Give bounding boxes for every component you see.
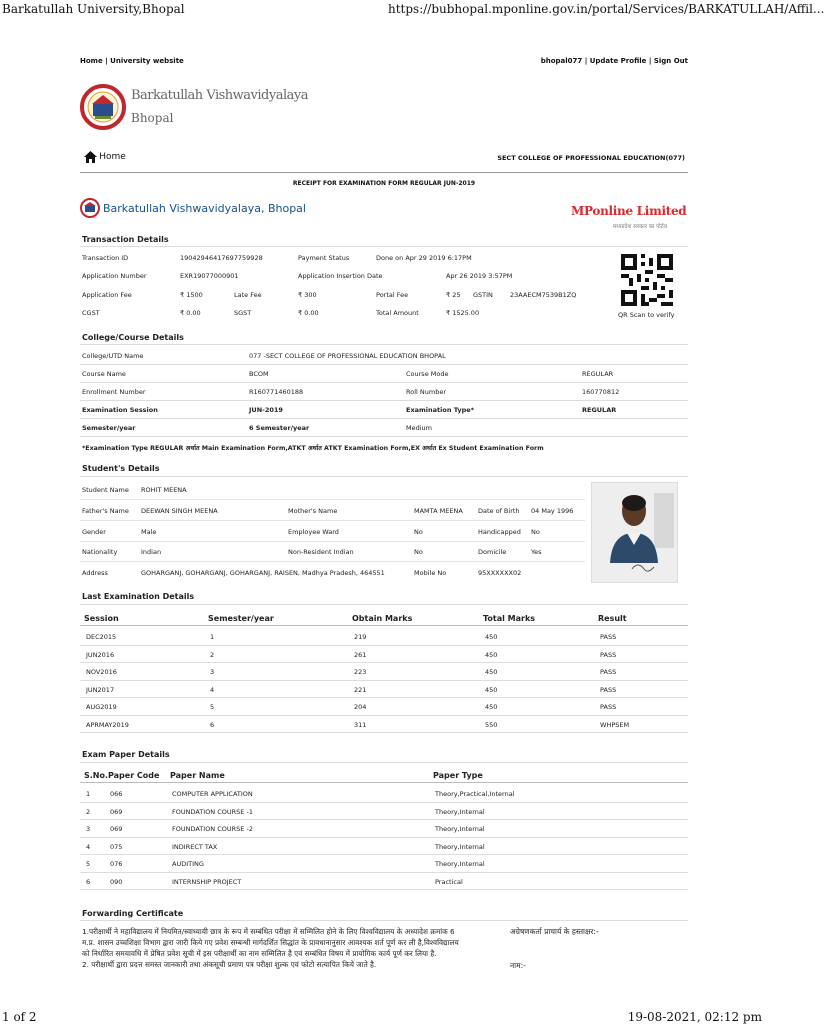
table-cell: 204 <box>354 703 367 711</box>
table-cell: 3 <box>210 668 215 676</box>
qr-code[interactable] <box>621 254 673 306</box>
handicapped: No <box>531 528 540 536</box>
course-mode: REGULAR <box>582 370 614 378</box>
label: Late Fee <box>234 291 262 299</box>
label: Student Name <box>82 486 129 494</box>
label: Enrollment Number <box>82 388 146 396</box>
label: Nationality <box>82 548 118 556</box>
table-row <box>80 697 688 698</box>
column-header: Total Marks <box>483 614 536 623</box>
transaction-heading: Transaction Details <box>82 235 169 244</box>
table-cell: 069 <box>110 807 123 816</box>
table-cell: 6 <box>86 877 91 886</box>
payment-status: Done on Apr 29 2019 6:17PM <box>376 254 472 262</box>
table-cell: 090 <box>110 877 123 886</box>
table-cell: 076 <box>110 860 123 868</box>
table-cell: JUN2016 <box>86 650 115 659</box>
forwarding-line-2: म.प्र. शासन उच्चशिक्षा विभाग द्वारा जारी किये गए प्रवेश सम्बन्धी मार्गदर्शित सिद्धांत के प्रावधानानुसार आवश्यक शर्त पूर्ण कर ली है,विश्वविद्यालय <box>82 938 459 947</box>
table-cell: 4 <box>210 685 215 694</box>
table-cell: 5 <box>210 703 215 711</box>
college-name: 077 -SECT COLLEGE OF PROFESSIONAL EDUCATION BHOPAL <box>249 352 446 360</box>
forwarding-heading: Forwarding Certificate <box>82 909 184 918</box>
table-row <box>80 872 688 873</box>
label: CGST <box>82 309 100 317</box>
table-cell: 3 <box>86 825 91 833</box>
university-name: Barkatullah Vishwavidyalaya <box>131 88 308 103</box>
qr-caption: QR Scan to verify <box>618 311 675 319</box>
divider <box>80 625 688 626</box>
banner-university: Barkatullah Vishwavidyalaya, Bhopal <box>103 202 306 215</box>
last-exam-heading: Last Examination Details <box>82 592 195 601</box>
label: Roll Number <box>406 388 446 396</box>
column-header: Obtain Marks <box>352 614 413 623</box>
table-cell: PASS <box>600 668 617 676</box>
label: Application Insertion Date <box>298 272 383 280</box>
late-fee: ₹ 300 <box>298 291 317 299</box>
gender: Male <box>141 528 157 536</box>
table-cell: 223 <box>354 668 367 676</box>
father-name: DEEWAN SINGH MEENA <box>141 507 218 515</box>
divider <box>80 476 688 477</box>
label: Father's Name <box>82 507 129 515</box>
table-cell: 221 <box>354 685 367 694</box>
table-cell: COMPUTER APPLICATION <box>172 790 253 798</box>
divider <box>80 246 688 247</box>
table-row <box>80 819 688 820</box>
roll-number: 160770812 <box>582 388 620 396</box>
table-cell: 2 <box>86 807 91 816</box>
home-link[interactable]: Home <box>80 57 103 65</box>
table-cell: WHPSEM <box>600 720 630 729</box>
column-header: Paper Name <box>170 771 225 780</box>
home-icon <box>84 151 97 163</box>
divider <box>80 344 688 345</box>
table-cell: 1 <box>86 790 91 798</box>
table-cell: JUN2017 <box>86 685 115 694</box>
university-website-link[interactable]: University website <box>110 57 184 65</box>
label: Application Fee <box>82 291 132 299</box>
table-cell: Theory,Internal <box>435 807 485 816</box>
table-cell: INTERNSHIP PROJECT <box>172 877 242 886</box>
sign-out-link[interactable]: Sign Out <box>653 57 688 65</box>
table-cell: PASS <box>600 703 617 711</box>
table-cell: 069 <box>110 825 123 833</box>
column-header: Paper Type <box>433 771 483 780</box>
column-header: Session <box>84 614 119 623</box>
label: Employee Ward <box>288 528 339 536</box>
divider <box>80 499 585 500</box>
forwarding-text <box>82 926 502 970</box>
table-cell: 5 <box>86 860 91 868</box>
principal-name-label: नाम:- <box>510 961 526 970</box>
table-cell: 066 <box>110 790 123 798</box>
print-header <box>0 0 824 18</box>
divider <box>80 400 688 401</box>
label: Application Number <box>82 272 147 280</box>
table-cell: AUDITING <box>172 860 204 868</box>
college-header: SECT COLLEGE OF PROFESSIONAL EDUCATION(077) <box>497 154 685 162</box>
transaction-id: 19042946417697759928 <box>180 254 263 262</box>
label: Gender <box>82 528 106 536</box>
divider <box>80 520 585 521</box>
label: Domicile <box>478 548 507 556</box>
user-id: bhopal077 <box>540 57 583 65</box>
mobile-number: 95XXXXXX02 <box>478 569 522 577</box>
label: Total Amount <box>376 309 419 317</box>
label: Date of Birth <box>478 507 520 515</box>
cgst: ₹ 0.00 <box>180 309 201 317</box>
table-cell: FOUNDATION COURSE -2 <box>172 825 253 833</box>
table-cell: PASS <box>600 633 617 641</box>
label: Payment Status <box>298 254 350 262</box>
student-photo <box>591 482 678 583</box>
divider <box>80 782 688 783</box>
label: Semester/year <box>82 424 136 432</box>
table-row <box>80 715 688 716</box>
table-cell: 311 <box>354 720 367 729</box>
gstin: 23AAECM7539B1ZQ <box>510 291 577 299</box>
table-cell: AUG2019 <box>86 703 117 711</box>
address: GOHARGANJ, GOHARGANJ, GOHARGANJ, RAISEN, Madhya Pradesh, 464551 <box>141 569 385 577</box>
table-cell: 450 <box>485 703 498 711</box>
label: Mobile No <box>414 569 447 577</box>
table-cell: 450 <box>485 668 498 676</box>
label: Handicapped <box>478 528 521 536</box>
table-cell: NOV2016 <box>86 668 117 676</box>
label: Address <box>82 569 108 577</box>
table-row <box>80 662 688 663</box>
column-header: Paper Code <box>108 771 160 780</box>
table-cell: 219 <box>354 633 367 641</box>
label: College/UTD Name <box>82 352 144 360</box>
table-cell: 550 <box>485 720 498 729</box>
table-row <box>80 732 688 733</box>
papers-heading: Exam Paper Details <box>82 750 170 759</box>
table-cell: 2 <box>210 650 215 659</box>
page-url: https://bubhopal.mponline.gov.in/portal/Services/BARKATULLAH/Affil... <box>388 2 824 16</box>
label: SGST <box>234 309 252 317</box>
table-row <box>80 854 688 855</box>
divider <box>80 382 688 383</box>
divider <box>80 541 585 542</box>
divider <box>80 561 585 562</box>
table-cell: 4 <box>86 842 91 851</box>
exam-type-note: *Examination Type REGULAR अर्थात Main Examination Form,ATKT अर्थात ATKT Examination Form,EX अर्थात Ex Student Examination Form <box>82 445 544 452</box>
portal-fee: ₹ 25 <box>446 291 461 299</box>
table-cell: DEC2015 <box>86 633 117 641</box>
page-title: Barkatullah University,Bhopal <box>2 2 185 16</box>
application-number: EXR19077000901 <box>180 272 239 280</box>
forwarding-line-3: को निर्धारित समयावधि में प्रेषित प्रवेश सूची में इस परीक्षार्थी का नाम सम्मिलित है एवं सम्बंधित विषय में प्रायोगिक कार्य पूर्ण कर लिया है. <box>82 949 437 958</box>
table-row <box>80 889 688 890</box>
page-indicator: 1 of 2 <box>2 1010 37 1024</box>
table-cell: 075 <box>110 842 123 851</box>
table-cell: Theory,Internal <box>435 825 485 833</box>
table-cell: FOUNDATION COURSE -1 <box>172 807 253 816</box>
label: GSTIN <box>473 291 493 299</box>
enrollment-number: R160771460188 <box>249 388 304 396</box>
college-heading: College/Course Details <box>82 333 184 342</box>
receipt-title: RECEIPT FOR EXAMINATION FORM REGULAR JUN-2019 <box>292 180 476 187</box>
label: Examination Session <box>82 406 158 414</box>
table-cell: INDIRECT TAX <box>172 842 218 851</box>
table-cell: 450 <box>485 685 498 694</box>
divider <box>80 762 688 763</box>
table-row <box>80 837 688 838</box>
home-nav[interactable] <box>84 151 126 163</box>
employee-ward: No <box>414 528 423 536</box>
divider <box>80 418 688 419</box>
exam-type: REGULAR <box>582 406 617 414</box>
topnav-left: Home | University website <box>80 57 184 65</box>
nri: No <box>414 548 423 556</box>
table-cell: Theory,Practical,Internal <box>435 790 515 798</box>
domicile: Yes <box>531 548 542 556</box>
divider <box>80 172 688 173</box>
table-cell: 261 <box>354 650 367 659</box>
application-fee: ₹ 1500 <box>180 291 203 299</box>
divider <box>80 604 688 605</box>
table-row <box>80 645 688 646</box>
update-profile-link[interactable]: Update Profile <box>589 57 647 65</box>
university-city: Bhopal <box>131 111 174 125</box>
sgst: ₹ 0.00 <box>298 309 319 317</box>
semester: 6 Semester/year <box>249 424 310 432</box>
divider <box>80 364 688 365</box>
course-name: BCOM <box>249 370 269 378</box>
student-name: ROHIT MEENA <box>141 486 187 494</box>
date-of-birth: 04 May 1996 <box>531 507 574 515</box>
label: Course Mode <box>406 370 449 378</box>
label: Transaction ID <box>82 254 129 262</box>
column-header: S.No. <box>84 771 109 780</box>
table-cell: 450 <box>485 633 498 641</box>
exam-session: JUN-2019 <box>249 406 283 414</box>
table-cell: Theory,Internal <box>435 860 485 868</box>
mponline-tagline: मध्यप्रदेश सरकार का पोर्टल <box>613 224 668 230</box>
table-cell: APRMAY2019 <box>86 720 129 729</box>
total-amount: ₹ 1525.00 <box>446 309 480 317</box>
student-heading: Student's Details <box>82 464 160 473</box>
label: Portal Fee <box>376 291 409 299</box>
table-cell: PASS <box>600 685 617 694</box>
home-nav-label: Home <box>99 152 126 162</box>
table-cell: PASS <box>600 650 617 659</box>
topnav-right: bhopal077 | Update Profile | Sign Out <box>540 57 688 65</box>
table-cell: Practical <box>435 877 463 886</box>
mother-name: MAMTA MEENA <box>414 507 463 515</box>
principal-signature-label: अग्रेषणकर्ता प्राचार्य के हस्ताक्षर:- <box>510 927 599 936</box>
divider <box>80 920 688 921</box>
insertion-date: Apr 26 2019 3:57PM <box>446 272 513 280</box>
label: Non-Resident Indian <box>288 548 354 556</box>
print-datetime: 19-08-2021, 02:12 pm <box>627 1010 762 1024</box>
divider <box>80 436 688 437</box>
label: Mother's Name <box>288 507 338 515</box>
university-logo <box>80 84 126 130</box>
forwarding-line-1: 1.परीक्षार्थी ने महाविद्यालय में नियमित/स्वाध्यायी छात्र के रूप में सम्बंधित परीक्षा में सम्मिलित होने के लिए विश्वविद्यालय के अध्यादेश क्रमांक 6 <box>82 927 455 936</box>
mponline-logo: MPonline Limited <box>571 204 687 218</box>
forwarding-line-4: 2. परीक्षार्थी द्वारा प्रदत्त समस्त जानकारी तथा अंकसूची प्रमाण पत्र परीक्षा शुल्क एवं फोटो सत्यापित किये जाते है. <box>82 960 377 969</box>
table-cell: 450 <box>485 650 498 659</box>
table-row <box>80 680 688 681</box>
label: Examination Type* <box>406 406 475 414</box>
table-cell: 1 <box>210 633 215 641</box>
print-footer <box>0 1008 768 1024</box>
label: Course Name <box>82 370 126 378</box>
table-row <box>80 802 688 803</box>
column-header: Result <box>598 614 627 623</box>
nationality: Indian <box>141 548 162 556</box>
table-cell: Theory,Internal <box>435 842 485 851</box>
table-cell: 6 <box>210 720 215 729</box>
label: Medium <box>406 424 432 432</box>
column-header: Semester/year <box>208 614 274 623</box>
banner-logo <box>80 198 100 218</box>
